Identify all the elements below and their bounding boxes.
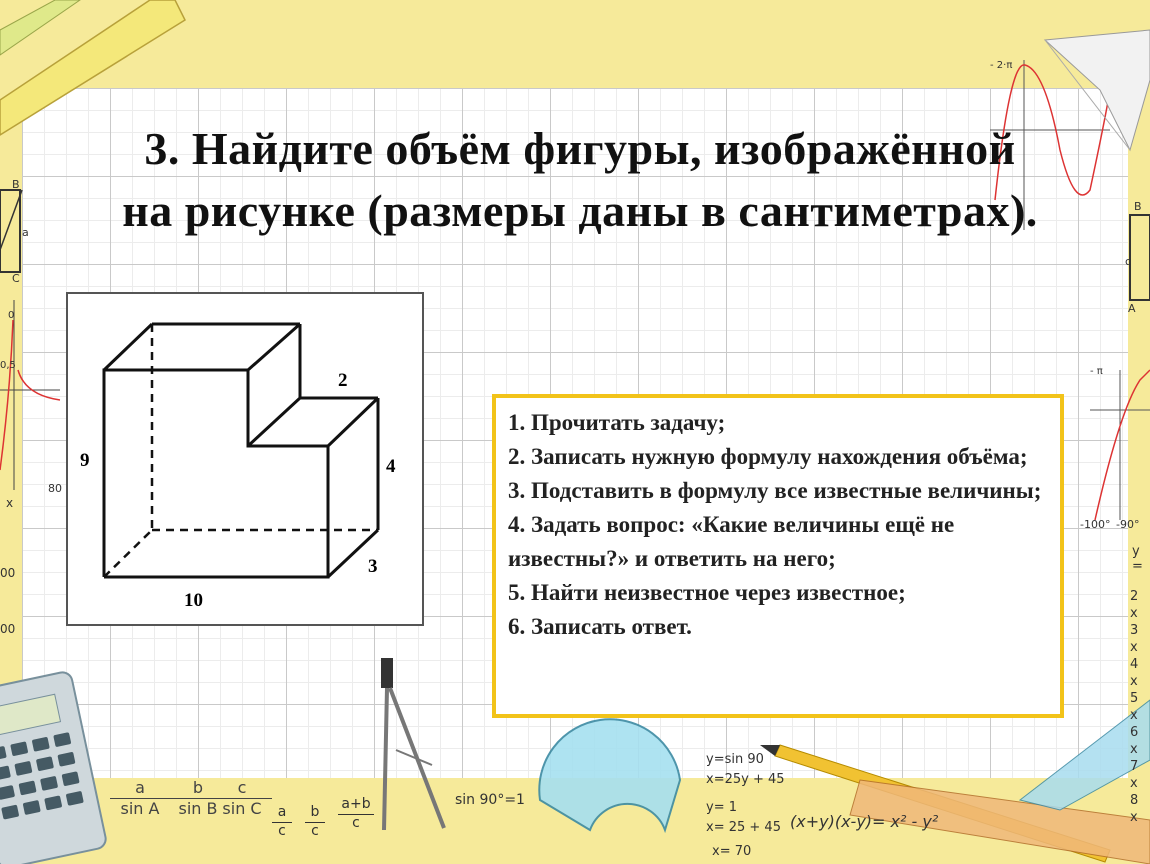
left-label-00: 00 (0, 566, 16, 580)
sine-law-sinA: sin A (110, 798, 170, 818)
ruler-top-left-icon (0, 0, 185, 135)
multiplication-table: 2 x 3 x 4 x 5 x 6 x 7 x 8 x (1130, 589, 1139, 825)
dim-label-9: 9 (80, 450, 90, 471)
top-right-label-2pi: - 2·π (990, 60, 1013, 71)
formula-x70: x= 70 (712, 844, 752, 859)
step-1: 1. Прочитать задачу; (508, 410, 726, 435)
sine-law-sinC: sin C (212, 798, 272, 818)
formula-x2545: x= 25 + 45 (706, 820, 781, 835)
left-label-c: C (12, 272, 20, 285)
protractor-icon (539, 719, 680, 830)
formula-xy: (x+y)(x-y)= x² - y² (790, 812, 939, 831)
frac-c2: c (305, 822, 325, 839)
step-6: 6. Записать ответ. (508, 614, 692, 639)
axis-minus90: -90° (1116, 518, 1140, 531)
hidden-edge-bottom-left (104, 530, 152, 577)
step-5: 5. Найти неизвестное через известное; (508, 580, 906, 605)
axis-minus100: -100° (1080, 518, 1111, 531)
right-label-pi: - π (1090, 366, 1103, 377)
frac-ab: a+b (341, 796, 371, 812)
front-face (104, 370, 328, 577)
title-line-1: 3. Найдите объём фигуры, изображённой (144, 123, 1016, 174)
hyperbola-graph-left-icon (0, 300, 60, 490)
triangle-left-icon (0, 190, 22, 272)
slide-title (60, 118, 1100, 242)
solution-steps-box (492, 394, 1064, 718)
dim-label-10: 10 (184, 590, 203, 611)
edge-top-left (104, 324, 152, 370)
left-label-x: x (6, 496, 14, 510)
edge-lower-right (328, 398, 378, 446)
frac-c3: c (338, 814, 374, 831)
triangle-right-icon (1130, 215, 1150, 300)
frac-b: b (310, 804, 320, 820)
left-label-00b: 00 (0, 622, 16, 636)
step-4: 4. Задать вопрос: «Какие величины ещё не известны?» и ответить на него; (508, 512, 955, 571)
title-line-2: на рисунке (размеры даны в сантиметрах). (122, 185, 1038, 236)
dim-label-4: 4 (386, 456, 396, 477)
sine-law-c: c (237, 778, 247, 797)
dim-label-3: 3 (368, 556, 378, 577)
step-3: 3. Подставить в формулу все известные величины; (508, 478, 1042, 503)
compass-icon (381, 658, 444, 830)
left-label-a: a (22, 226, 29, 239)
sine-law-a: a (135, 778, 145, 797)
formula-sin90: sin 90°=1 (455, 792, 525, 808)
right-label-a: A (1128, 302, 1136, 315)
left-label-80: 80 (48, 482, 62, 495)
figure-box (66, 292, 424, 626)
left-label-0: 0 (8, 310, 15, 321)
calculator-icon (0, 671, 108, 864)
formula-ysin: y=sin 90 (706, 752, 764, 767)
left-label-b: B (12, 178, 20, 191)
sine-law-sinB: sin B (168, 798, 228, 818)
formula-y1: y= 1 (706, 800, 737, 815)
frac-a: a (277, 804, 287, 820)
sine-graph-right-icon (1090, 370, 1150, 520)
formula-x25y: x=25y + 45 (706, 772, 785, 787)
left-label-05: 0,5 (0, 360, 16, 371)
y-eq-label: y = (1132, 544, 1143, 574)
sine-law-b: b (192, 778, 204, 797)
edge-top-right (248, 324, 300, 370)
right-label-c: c (1125, 255, 1132, 268)
step-2: 2. Записать нужную формулу нахождения объёма; (508, 444, 1028, 469)
dim-label-2: 2 (338, 370, 348, 391)
right-label-b: B (1134, 200, 1142, 213)
edge-step-diag (248, 398, 300, 446)
frac-c1: c (272, 822, 292, 839)
